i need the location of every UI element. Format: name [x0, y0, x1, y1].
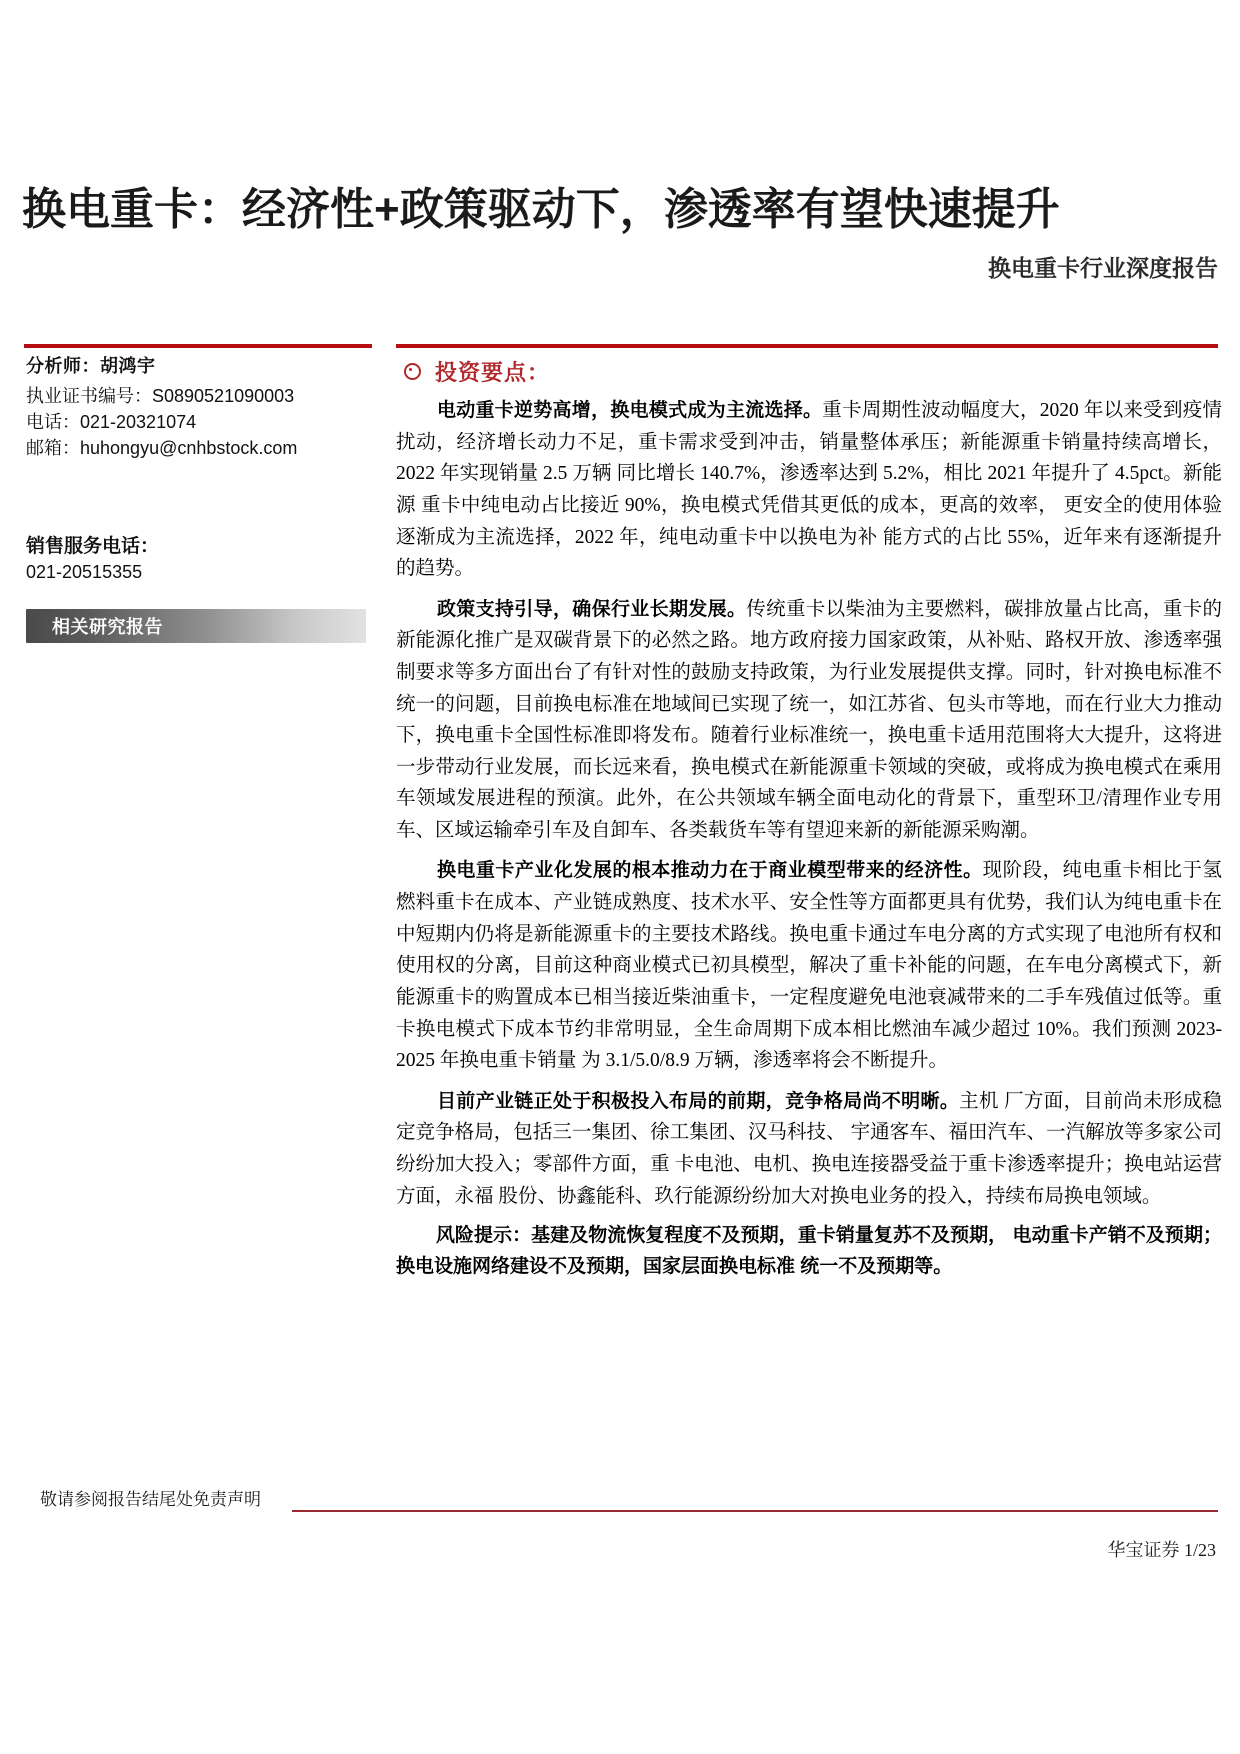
highlight-paragraph-1	[396, 395, 1222, 585]
divider-right	[396, 344, 1218, 348]
section-heading	[396, 356, 1222, 387]
footer-divider	[292, 1510, 1218, 1512]
highlight-lead-4: 目前产业链正处于积极投入布局的前期，竞争格局尚不明晰。	[436, 1090, 960, 1112]
investment-highlights-section	[396, 356, 1222, 1291]
highlight-body-4: 主机 厂方面，目前尚未形成稳定竞争格局，包括三一集团、徐工集团、汉马科技、 宇通客车、福田汽车、一汽解放等多家公司纷纷加大投入；零部件方面，重 卡电池、电机、换电连接器受益于重卡渗透率提升；换电站运营方面，永福 股份、协鑫能科、玖行能源纷纷加大对换电业务的投入，持续布局换电领域。	[396, 1090, 1222, 1207]
analyst-name: 分析师：胡鸿宇	[26, 356, 156, 376]
highlight-paragraph-3	[396, 855, 1222, 1076]
highlight-lead-3: 换电重卡产业化发展的根本推动力在于商业模型带来的经济性。	[436, 860, 983, 882]
divider-left	[24, 344, 372, 348]
page-title: 换电重卡：经济性+政策驱动下，渗透率有望快速提升	[22, 185, 1060, 234]
title-block	[22, 186, 1218, 283]
analyst-license: 执业证书编号：S0890521090003	[26, 386, 295, 406]
footer-disclaimer: 敬请参阅报告结尾处免责声明	[40, 1490, 261, 1509]
highlight-body-2: 传统重卡以柴油为主要燃料，碳排放量占比高，重卡的新能源化推广是双碳背景下的必然之路。地方政府接力国家政策，从补贴、路权开放、渗透率强制要求等多方面出台了有针对性的鼓励支持政策，为行业发展提供支撑。同时，针对换电标准不统一的问题，目前换电标准在地域间已实现了统一，如江苏省、包头市等地，而在行业大力推动下，换电重卡全国性标准即将发布。随着行业标准统一，换电重卡适用范围将大大提升，这将进一步带动行业发展，而长远来看，换电模式在新能源重卡领域的突破，或将成为换电模式在乘用车领域发展进程的预演。此外，在公共领域车辆全面电动化的背景下，重型环卫/清理作业专用车、区域运输牵引车及自卸车、各类载货车等有望迎来新的新能源采购潮。	[396, 598, 1222, 841]
risk-notice-paragraph: 风险提示：基建及物流恢复程度不及预期，重卡销量复苏不及预期， 电动重卡产销不及预期；换电设施网络建设不及预期，国家层面换电标准 统一不及预期等。	[396, 1225, 1222, 1277]
analyst-sidebar	[26, 352, 376, 643]
page-subtitle: 换电重卡行业深度报告	[988, 255, 1218, 282]
footer-page-number: 华宝证券 1/23	[1107, 1540, 1216, 1560]
sales-service-phone: 021-20515355	[26, 562, 143, 583]
highlight-lead-1: 电动重卡逆势高增，换电模式成为主流选择。	[436, 400, 823, 421]
highlight-body-3: 现阶段，纯电重卡相比于氢燃料重卡在成本、产业链成熟度、技术水平、安全性等方面都更具有优势，我们认为纯电重卡在中短期内仍将是新能源重卡的主要技术路线。换电重卡通过车电分离的方式实现了电池所有权和使用权的分离，目前这种商业模式已初具模型，解决了重卡补能的问题，在车电分离模式下，新能源重卡的购置成本已相当接近柴油重卡，一定程度避免电池衰减带来的二手车残值过低等。重卡换电模式下成本节约非常明显，全生命周期下成本相比燃油车减少超过 10%。我们预测 2023-2025 年换电重卡销量 为 3.1/5.0/8.9 万辆，渗透率将会不断提升。	[396, 860, 1222, 1072]
ring-bullet-icon	[404, 363, 421, 380]
section-heading-label: 投资要点：	[435, 360, 551, 385]
sales-service-block	[26, 531, 376, 583]
related-reports-bar[interactable]	[26, 609, 366, 643]
page-footer	[0, 1488, 1240, 1578]
highlight-lead-2: 政策支持引导，确保行业长期发展。	[436, 598, 747, 620]
analyst-phone: 电话：021-20321074	[26, 412, 197, 433]
related-reports-label: 相关研究报告	[52, 617, 163, 638]
highlight-paragraph-4	[396, 1086, 1222, 1213]
sales-service-title: 销售服务电话：	[26, 536, 160, 558]
analyst-email: 邮箱：huhongyu@cnhbstock.com	[26, 438, 298, 459]
highlight-body-1: 重卡周期性波动幅度大，2020 年以来受到疫情扰动，经济增长动力不足，重卡需求受到冲击，销量整体承压；新能源重卡销量持续高增长，2022 年实现销量 2.5 万辆 同比增长 140.7%，渗透率达到 5.2%，相比 2021 年提升了 4.5pct。新能源 重卡中纯电动占比接近 90%，换电模式凭借其更低的成本，更高的效率， 更安全的使用体验逐渐成为主流选择，2022 年，纯电动重卡中以换电为补 能方式的占比 55%，近年来有逐渐提升的趋势。	[396, 400, 1222, 580]
highlight-paragraph-2	[396, 594, 1222, 847]
